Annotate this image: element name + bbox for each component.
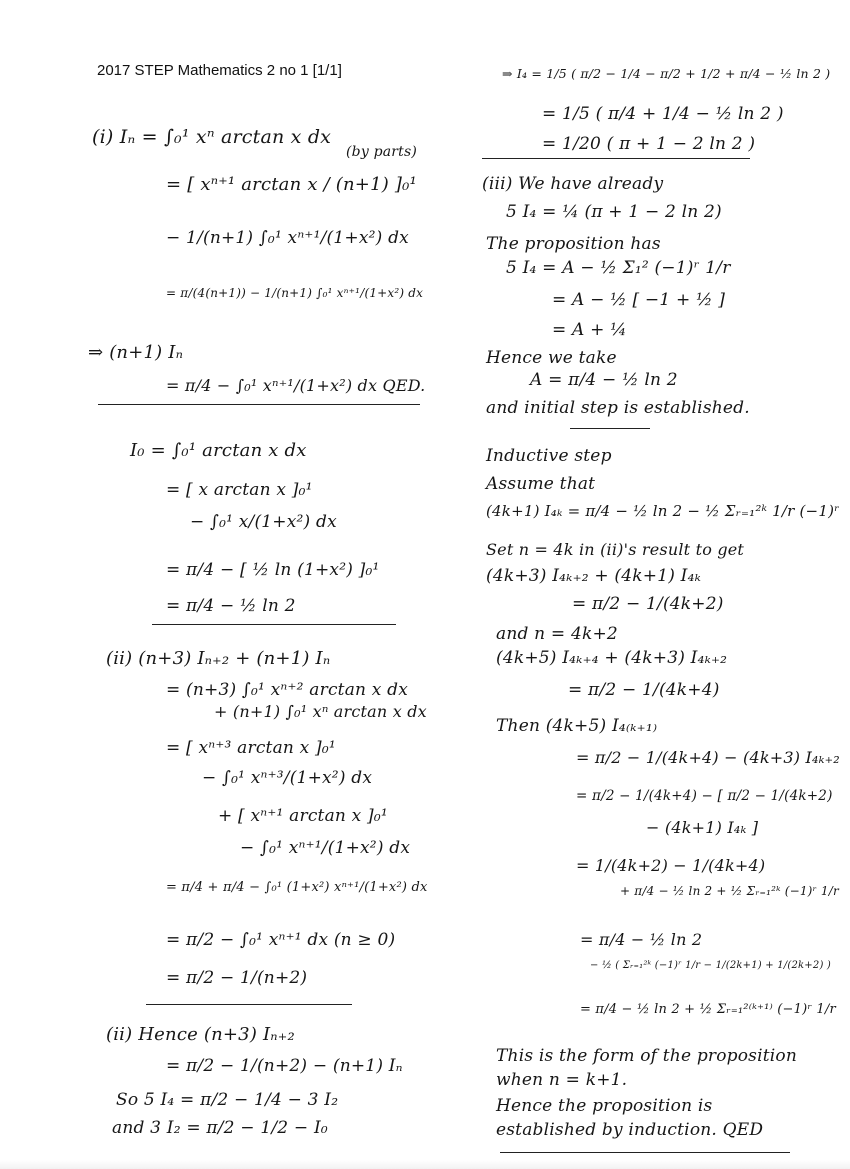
section-divider xyxy=(146,1004,352,1005)
by-parts-note: (by parts) xyxy=(346,144,418,160)
math-line: − (4k+1) I₄ₖ ] xyxy=(646,818,759,837)
math-line: = π/4 − ½ ln 2 xyxy=(166,596,296,616)
math-line: = A + ¼ xyxy=(552,320,627,340)
math-line: and 3 I₂ = π/2 − 1/2 − I₀ xyxy=(112,1118,328,1138)
text-line: Set n = 4k in (ii)'s result to get xyxy=(486,540,745,559)
math-line: = π/4 − ∫₀¹ xⁿ⁺¹/(1+x²) dx QED. xyxy=(166,376,426,395)
math-line: = π/(4(n+1)) − 1/(n+1) ∫₀¹ xⁿ⁺¹/(1+x²) dx xyxy=(166,286,424,300)
text-line: Hence the proposition is xyxy=(496,1096,713,1116)
math-line: = π/4 − ½ ln 2 xyxy=(580,930,703,949)
math-line: Then (4k+5) I₄₍ₖ₊₁₎ xyxy=(496,716,658,736)
math-line: + π/4 − ½ ln 2 + ½ Σᵣ₌₁²ᵏ (−1)ʳ 1/r xyxy=(620,884,839,898)
math-line: = A − ½ [ −1 + ½ ] xyxy=(552,290,726,310)
part-ii-hence: (ii) Hence (n+3) Iₙ₊₂ xyxy=(106,1024,295,1045)
part-iii-heading: (iii) We have already xyxy=(482,174,664,194)
math-line: A = π/4 − ½ ln 2 xyxy=(530,370,678,390)
math-line: = [ xⁿ⁺¹ arctan x / (n+1) ]₀¹ xyxy=(166,174,417,195)
math-line: = 1/5 ( π/4 + 1/4 − ½ ln 2 ) xyxy=(542,104,784,124)
section-divider xyxy=(482,158,750,159)
math-line: = [ x arctan x ]₀¹ xyxy=(166,480,313,500)
section-divider xyxy=(500,1152,790,1153)
section-divider xyxy=(98,404,420,405)
math-line: = π/4 − [ ½ ln (1+x²) ]₀¹ xyxy=(166,560,380,580)
text-line: This is the form of the proposition xyxy=(496,1046,797,1066)
math-line: − ½ ( Σᵣ₌₁²ᵏ (−1)ʳ 1/r − 1/(2k+1) + 1/(2k+2) ) xyxy=(590,960,832,971)
section-divider xyxy=(570,428,650,429)
math-line: ⇒ (n+1) Iₙ xyxy=(88,342,184,363)
math-line: = 1/20 ( π + 1 − 2 ln 2 ) xyxy=(542,134,756,154)
math-line: − 1/(n+1) ∫₀¹ xⁿ⁺¹/(1+x²) dx xyxy=(166,228,409,248)
inductive-step-heading: Inductive step xyxy=(486,446,612,466)
math-line: (4k+1) I₄ₖ = π/4 − ½ ln 2 − ½ Σᵣ₌₁²ᵏ 1/r (−1)ʳ xyxy=(486,502,840,520)
text-line: and n = 4k+2 xyxy=(496,624,618,644)
section-divider xyxy=(152,624,396,625)
text-line: Assume that xyxy=(486,474,596,494)
text-line: and initial step is established. xyxy=(486,398,750,418)
math-line: − ∫₀¹ x/(1+x²) dx xyxy=(190,512,337,532)
math-line: = π/2 − 1/(n+2) − (n+1) Iₙ xyxy=(166,1056,403,1076)
math-line: = π/4 + π/4 − ∫₀¹ (1+x²) xⁿ⁺¹/(1+x²) dx xyxy=(166,880,428,895)
math-line: = [ xⁿ⁺³ arctan x ]₀¹ xyxy=(166,738,336,758)
math-line: 5 I₄ = ¼ (π + 1 − 2 ln 2) xyxy=(506,202,722,222)
math-line: (4k+5) I₄ₖ₊₄ + (4k+3) I₄ₖ₊₂ xyxy=(496,648,728,668)
math-line: + (n+1) ∫₀¹ xⁿ arctan x dx xyxy=(214,702,427,721)
part-ii-heading: (ii) (n+3) Iₙ₊₂ + (n+1) Iₙ xyxy=(106,648,331,669)
math-line: So 5 I₄ = π/2 − 1/4 − 3 I₂ xyxy=(116,1090,339,1110)
math-line: (4k+3) I₄ₖ₊₂ + (4k+1) I₄ₖ xyxy=(486,566,701,586)
math-line: = (n+3) ∫₀¹ xⁿ⁺² arctan x dx xyxy=(166,680,409,700)
math-line: = π/2 − 1/(4k+2) xyxy=(572,594,724,614)
math-line: + [ xⁿ⁺¹ arctan x ]₀¹ xyxy=(218,806,388,826)
math-line: = π/2 − 1/(4k+4) − [ π/2 − 1/(4k+2) xyxy=(576,788,833,804)
math-line: = π/2 − 1/(n+2) xyxy=(166,968,308,988)
part-i-definition: (i) Iₙ = ∫₀¹ xⁿ arctan x dx xyxy=(92,126,332,148)
math-line: = π/4 − ½ ln 2 + ½ Σᵣ₌₁²⁽ᵏ⁺¹⁾ (−1)ʳ 1/r xyxy=(580,1002,836,1017)
math-line: = π/2 − ∫₀¹ xⁿ⁺¹ dx (n ≥ 0) xyxy=(166,930,396,950)
math-line: = 1/(4k+2) − 1/(4k+4) xyxy=(576,856,766,875)
conclusion-line: established by induction. QED xyxy=(496,1120,764,1140)
text-line: The proposition has xyxy=(486,234,661,254)
math-line: 5 I₄ = A − ½ Σ₁² (−1)ʳ 1/r xyxy=(506,258,731,278)
math-line: I₀ = ∫₀¹ arctan x dx xyxy=(130,440,307,461)
math-line: ⇒ I₄ = 1/5 ( π/2 − 1/4 − π/2 + 1/2 + π/4 − ½ ln 2 ) xyxy=(502,66,831,81)
math-line: = π/2 − 1/(4k+4) − (4k+3) I₄ₖ₊₂ xyxy=(576,748,840,767)
scan-bottom-edge xyxy=(0,1160,850,1169)
math-line: − ∫₀¹ xⁿ⁺³/(1+x²) dx xyxy=(202,768,373,788)
text-line: Hence we take xyxy=(486,348,617,368)
math-line: = π/2 − 1/(4k+4) xyxy=(568,680,720,700)
page-title: 2017 STEP Mathematics 2 no 1 [1/1] xyxy=(97,62,342,79)
text-line: when n = k+1. xyxy=(496,1070,628,1090)
math-line: − ∫₀¹ xⁿ⁺¹/(1+x²) dx xyxy=(240,838,411,858)
